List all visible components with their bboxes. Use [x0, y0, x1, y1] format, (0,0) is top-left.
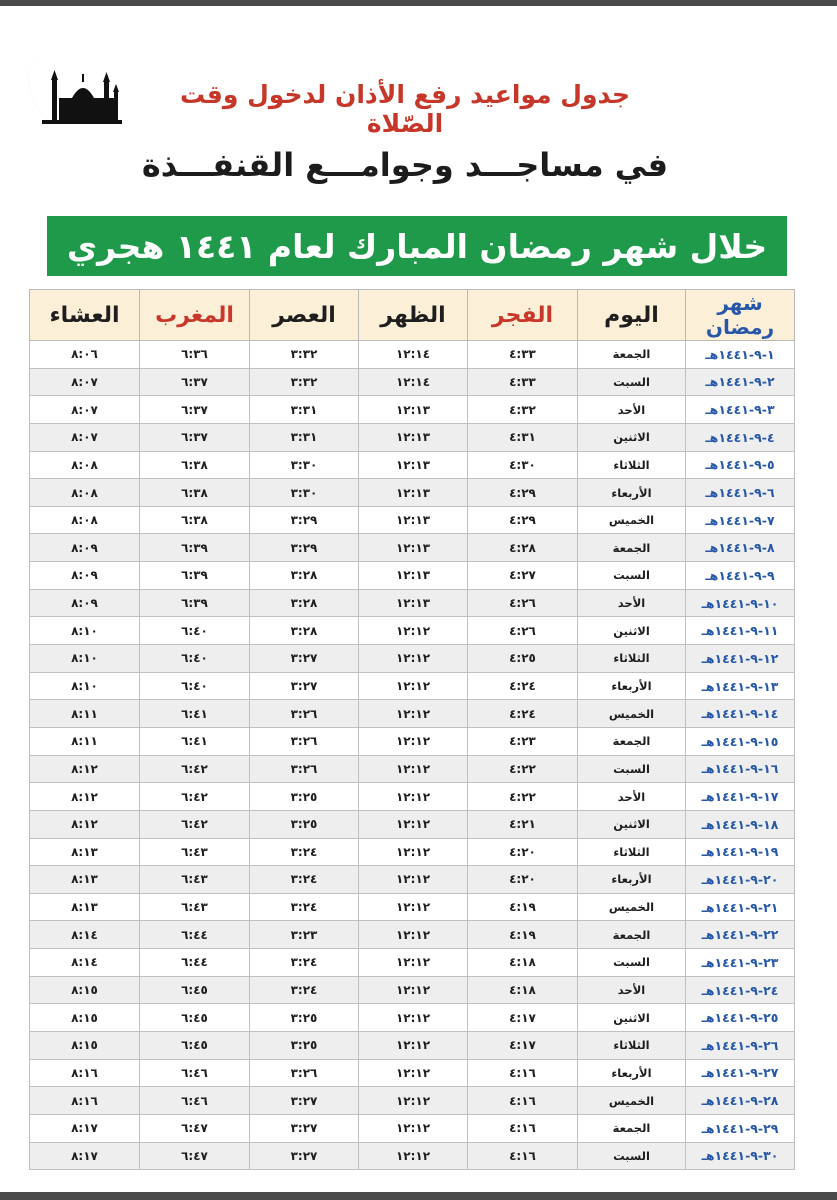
fajr-cell: ٤:٢٣: [468, 727, 578, 755]
fajr-cell: ٤:٢١: [468, 810, 578, 838]
dhuhr-cell: ١٢:١٢: [359, 617, 468, 645]
table-row: [30, 1087, 795, 1115]
isha-cell: ٨:٠٧: [30, 368, 140, 396]
date-cell: ٨-٩-١٤٤١هـ: [686, 534, 795, 562]
date-cell: ١٣-٩-١٤٤١هـ: [686, 672, 795, 700]
asr-cell: ٣:٢٨: [250, 617, 359, 645]
fajr-cell: ٤:١٦: [468, 1087, 578, 1115]
fajr-cell: ٤:١٦: [468, 1142, 578, 1170]
maghrib-cell: ٦:٤٢: [140, 755, 250, 783]
dhuhr-cell: ١٢:١٣: [359, 451, 468, 479]
table-row: [30, 423, 795, 451]
date-cell: ١٥-٩-١٤٤١هـ: [686, 727, 795, 755]
date-cell: ٩-٩-١٤٤١هـ: [686, 562, 795, 590]
day-cell: الأحد: [578, 783, 686, 811]
fajr-cell: ٤:٣٣: [468, 368, 578, 396]
maghrib-cell: ٦:٤٤: [140, 949, 250, 977]
dhuhr-cell: ١٢:١٢: [359, 783, 468, 811]
date-cell: ٢٢-٩-١٤٤١هـ: [686, 921, 795, 949]
table-row: [30, 534, 795, 562]
day-cell: الجمعة: [578, 534, 686, 562]
table-row: [30, 396, 795, 424]
dhuhr-cell: ١٢:١٢: [359, 1032, 468, 1060]
maghrib-cell: ٦:٤٧: [140, 1114, 250, 1142]
asr-cell: ٣:٢٨: [250, 589, 359, 617]
dhuhr-cell: ١٢:١٢: [359, 645, 468, 673]
table-row: [30, 451, 795, 479]
date-cell: ١-٩-١٤٤١هـ: [686, 341, 795, 369]
dhuhr-cell: ١٢:١٢: [359, 866, 468, 894]
isha-cell: ٨:١٦: [30, 1087, 140, 1115]
date-cell: ٢١-٩-١٤٤١هـ: [686, 893, 795, 921]
asr-cell: ٣:٢٧: [250, 1114, 359, 1142]
col-fajr: الفجر: [468, 290, 578, 341]
fajr-cell: ٤:١٦: [468, 1114, 578, 1142]
asr-cell: ٣:٢٦: [250, 700, 359, 728]
maghrib-cell: ٦:٤٣: [140, 866, 250, 894]
day-cell: الأربعاء: [578, 866, 686, 894]
table-row: [30, 1059, 795, 1087]
date-cell: ٤-٩-١٤٤١هـ: [686, 423, 795, 451]
asr-cell: ٣:٣٠: [250, 479, 359, 507]
maghrib-cell: ٦:٤٣: [140, 838, 250, 866]
asr-cell: ٣:٢٩: [250, 506, 359, 534]
isha-cell: ٨:٠٨: [30, 451, 140, 479]
date-cell: ١٦-٩-١٤٤١هـ: [686, 755, 795, 783]
col-ramadan-date: شهر رمضان: [686, 290, 795, 341]
day-cell: الجمعة: [578, 1114, 686, 1142]
isha-cell: ٨:١١: [30, 727, 140, 755]
dhuhr-cell: ١٢:١٢: [359, 893, 468, 921]
day-cell: الخميس: [578, 506, 686, 534]
day-cell: الخميس: [578, 893, 686, 921]
fajr-cell: ٤:٢٦: [468, 617, 578, 645]
asr-cell: ٣:٢٤: [250, 893, 359, 921]
maghrib-cell: ٦:٤٤: [140, 921, 250, 949]
maghrib-cell: ٦:٤٣: [140, 893, 250, 921]
day-cell: الاثنين: [578, 810, 686, 838]
day-cell: السبت: [578, 949, 686, 977]
asr-cell: ٣:٢٧: [250, 645, 359, 673]
isha-cell: ٨:١٠: [30, 672, 140, 700]
fajr-cell: ٤:١٨: [468, 949, 578, 977]
fajr-cell: ٤:٣٣: [468, 341, 578, 369]
maghrib-cell: ٦:٤٥: [140, 1004, 250, 1032]
asr-cell: ٣:٢٥: [250, 1032, 359, 1060]
asr-cell: ٣:٢٥: [250, 783, 359, 811]
table-row: [30, 921, 795, 949]
day-cell: السبت: [578, 755, 686, 783]
dhuhr-cell: ١٢:١٢: [359, 810, 468, 838]
date-cell: ١٤-٩-١٤٤١هـ: [686, 700, 795, 728]
maghrib-cell: ٦:٤٠: [140, 672, 250, 700]
table-row: [30, 368, 795, 396]
isha-cell: ٨:١٧: [30, 1142, 140, 1170]
col-isha: العشاء: [30, 290, 140, 341]
maghrib-cell: ٦:٤٦: [140, 1087, 250, 1115]
col-maghrib: المغرب: [140, 290, 250, 341]
dhuhr-cell: ١٢:١٤: [359, 368, 468, 396]
isha-cell: ٨:١٢: [30, 783, 140, 811]
isha-cell: ٨:٠٩: [30, 562, 140, 590]
asr-cell: ٣:٢٤: [250, 949, 359, 977]
date-cell: ٢٥-٩-١٤٤١هـ: [686, 1004, 795, 1032]
fajr-cell: ٤:٢٥: [468, 645, 578, 673]
table-row: [30, 1142, 795, 1170]
maghrib-cell: ٦:٤٥: [140, 976, 250, 1004]
date-cell: ٣-٩-١٤٤١هـ: [686, 396, 795, 424]
day-cell: الخميس: [578, 700, 686, 728]
maghrib-cell: ٦:٣٩: [140, 562, 250, 590]
day-cell: الجمعة: [578, 727, 686, 755]
bottom-border: [0, 1192, 837, 1200]
table-header-row: [30, 290, 795, 341]
fajr-cell: ٤:٢٠: [468, 838, 578, 866]
isha-cell: ٨:١١: [30, 700, 140, 728]
fajr-cell: ٤:٢٦: [468, 589, 578, 617]
isha-cell: ٨:١٧: [30, 1114, 140, 1142]
asr-cell: ٣:٢٩: [250, 534, 359, 562]
date-cell: ٦-٩-١٤٤١هـ: [686, 479, 795, 507]
asr-cell: ٣:٣٢: [250, 368, 359, 396]
crescent-mosque-icon: [22, 34, 132, 134]
table-row: [30, 727, 795, 755]
date-cell: ٧-٩-١٤٤١هـ: [686, 506, 795, 534]
fajr-cell: ٤:٢٩: [468, 479, 578, 507]
isha-cell: ٨:١٤: [30, 921, 140, 949]
maghrib-cell: ٦:٤٠: [140, 617, 250, 645]
isha-cell: ٨:١٦: [30, 1059, 140, 1087]
col-day: اليوم: [578, 290, 686, 341]
maghrib-cell: ٦:٣٨: [140, 479, 250, 507]
fajr-cell: ٤:٢٤: [468, 672, 578, 700]
date-cell: ١٩-٩-١٤٤١هـ: [686, 838, 795, 866]
isha-cell: ٨:١٥: [30, 1032, 140, 1060]
maghrib-cell: ٦:٣٨: [140, 506, 250, 534]
asr-cell: ٣:٣١: [250, 423, 359, 451]
top-border: [0, 0, 837, 6]
table-row: [30, 949, 795, 977]
fajr-cell: ٤:٢٠: [468, 866, 578, 894]
maghrib-cell: ٦:٤٥: [140, 1032, 250, 1060]
fajr-cell: ٤:١٩: [468, 921, 578, 949]
maghrib-cell: ٦:٤٢: [140, 783, 250, 811]
date-cell: ٢٣-٩-١٤٤١هـ: [686, 949, 795, 977]
dhuhr-cell: ١٢:١٢: [359, 1004, 468, 1032]
maghrib-cell: ٦:٣٩: [140, 534, 250, 562]
fajr-cell: ٤:١٧: [468, 1004, 578, 1032]
dhuhr-cell: ١٢:١٢: [359, 672, 468, 700]
asr-cell: ٣:٢٦: [250, 1059, 359, 1087]
col-asr: العصر: [250, 290, 359, 341]
maghrib-cell: ٦:٤١: [140, 727, 250, 755]
fajr-cell: ٤:٢٧: [468, 562, 578, 590]
isha-cell: ٨:١٠: [30, 645, 140, 673]
maghrib-cell: ٦:٣٨: [140, 451, 250, 479]
date-cell: ٢٠-٩-١٤٤١هـ: [686, 866, 795, 894]
dhuhr-cell: ١٢:١٢: [359, 727, 468, 755]
date-cell: ٢٨-٩-١٤٤١هـ: [686, 1087, 795, 1115]
day-cell: الأحد: [578, 976, 686, 1004]
isha-cell: ٨:١٤: [30, 949, 140, 977]
table-row: [30, 617, 795, 645]
date-cell: ٢٧-٩-١٤٤١هـ: [686, 1059, 795, 1087]
dhuhr-cell: ١٢:١٢: [359, 1059, 468, 1087]
day-cell: الخميس: [578, 1087, 686, 1115]
isha-cell: ٨:١٥: [30, 1004, 140, 1032]
maghrib-cell: ٦:٣٧: [140, 368, 250, 396]
asr-cell: ٣:٢٤: [250, 976, 359, 1004]
fajr-cell: ٤:٣٢: [468, 396, 578, 424]
date-cell: ١٨-٩-١٤٤١هـ: [686, 810, 795, 838]
date-cell: ٢٦-٩-١٤٤١هـ: [686, 1032, 795, 1060]
dhuhr-cell: ١٢:١٣: [359, 479, 468, 507]
date-cell: ١٠-٩-١٤٤١هـ: [686, 589, 795, 617]
isha-cell: ٨:٠٧: [30, 396, 140, 424]
fajr-cell: ٤:٢٩: [468, 506, 578, 534]
maghrib-cell: ٦:٣٦: [140, 341, 250, 369]
day-cell: الاثنين: [578, 617, 686, 645]
date-cell: ٣٠-٩-١٤٤١هـ: [686, 1142, 795, 1170]
isha-cell: ٨:١٣: [30, 866, 140, 894]
maghrib-cell: ٦:٤٦: [140, 1059, 250, 1087]
ramadan-banner: خلال شهر رمضان المبارك لعام ١٤٤١ هجري: [47, 216, 787, 276]
table-row: [30, 341, 795, 369]
announcement-title: جدول مواعيد رفع الأذان لدخول وقت الصّلاة: [180, 80, 630, 138]
day-cell: السبت: [578, 562, 686, 590]
dhuhr-cell: ١٢:١٢: [359, 1114, 468, 1142]
fajr-cell: ٤:٢٨: [468, 534, 578, 562]
asr-cell: ٣:٢٦: [250, 727, 359, 755]
dhuhr-cell: ١٢:١٢: [359, 976, 468, 1004]
day-cell: الثلاثاء: [578, 1032, 686, 1060]
day-cell: الاثنين: [578, 423, 686, 451]
asr-cell: ٣:٣٠: [250, 451, 359, 479]
table-row: [30, 645, 795, 673]
date-cell: ١٧-٩-١٤٤١هـ: [686, 783, 795, 811]
table-row: [30, 893, 795, 921]
dhuhr-cell: ١٢:١٢: [359, 700, 468, 728]
fajr-cell: ٤:٢٢: [468, 783, 578, 811]
dhuhr-cell: ١٢:١٢: [359, 949, 468, 977]
maghrib-cell: ٦:٤٠: [140, 645, 250, 673]
isha-cell: ٨:١٣: [30, 893, 140, 921]
fajr-cell: ٤:٢٢: [468, 755, 578, 783]
fajr-cell: ٤:١٩: [468, 893, 578, 921]
dhuhr-cell: ١٢:١٣: [359, 562, 468, 590]
date-cell: ٢٩-٩-١٤٤١هـ: [686, 1114, 795, 1142]
table-row: [30, 755, 795, 783]
date-cell: ٥-٩-١٤٤١هـ: [686, 451, 795, 479]
asr-cell: ٣:٢٧: [250, 1142, 359, 1170]
maghrib-cell: ٦:٤٧: [140, 1142, 250, 1170]
isha-cell: ٨:١٢: [30, 810, 140, 838]
isha-cell: ٨:٠٩: [30, 589, 140, 617]
maghrib-cell: ٦:٣٧: [140, 396, 250, 424]
dhuhr-cell: ١٢:١٢: [359, 1087, 468, 1115]
table-row: [30, 672, 795, 700]
day-cell: الأربعاء: [578, 479, 686, 507]
isha-cell: ٨:١٢: [30, 755, 140, 783]
asr-cell: ٣:٢٤: [250, 866, 359, 894]
fajr-cell: ٤:٣٠: [468, 451, 578, 479]
table-row: [30, 506, 795, 534]
asr-cell: ٣:٢٥: [250, 810, 359, 838]
asr-cell: ٣:٢٧: [250, 672, 359, 700]
day-cell: الأربعاء: [578, 1059, 686, 1087]
day-cell: الأحد: [578, 589, 686, 617]
day-cell: السبت: [578, 368, 686, 396]
isha-cell: ٨:١٣: [30, 838, 140, 866]
day-cell: الثلاثاء: [578, 838, 686, 866]
table-row: [30, 1114, 795, 1142]
day-cell: الأربعاء: [578, 672, 686, 700]
isha-cell: ٨:١٥: [30, 976, 140, 1004]
dhuhr-cell: ١٢:١٢: [359, 838, 468, 866]
isha-cell: ٨:٠٨: [30, 479, 140, 507]
day-cell: الثلاثاء: [578, 645, 686, 673]
table-row: [30, 589, 795, 617]
day-cell: الجمعة: [578, 921, 686, 949]
fajr-cell: ٤:٣١: [468, 423, 578, 451]
isha-cell: ٨:٠٩: [30, 534, 140, 562]
table-row: [30, 810, 795, 838]
table-row: [30, 976, 795, 1004]
prayer-times-table: [29, 289, 795, 1170]
mosques-subtitle: في مساجـــد وجوامـــع القنفـــذة: [141, 146, 669, 184]
table-row: [30, 1004, 795, 1032]
asr-cell: ٣:٢٧: [250, 1087, 359, 1115]
table-row: [30, 838, 795, 866]
table-row: [30, 479, 795, 507]
day-cell: الثلاثاء: [578, 451, 686, 479]
day-cell: الأحد: [578, 396, 686, 424]
maghrib-cell: ٦:٣٧: [140, 423, 250, 451]
isha-cell: ٨:١٠: [30, 617, 140, 645]
dhuhr-cell: ١٢:١٢: [359, 921, 468, 949]
fajr-cell: ٤:١٦: [468, 1059, 578, 1087]
day-cell: الجمعة: [578, 341, 686, 369]
table-body: [30, 341, 795, 1170]
date-cell: ١٢-٩-١٤٤١هـ: [686, 645, 795, 673]
table-row: [30, 700, 795, 728]
maghrib-cell: ٦:٤١: [140, 700, 250, 728]
asr-cell: ٣:٢٣: [250, 921, 359, 949]
asr-cell: ٣:٣١: [250, 396, 359, 424]
fajr-cell: ٤:٢٤: [468, 700, 578, 728]
dhuhr-cell: ١٢:١٣: [359, 534, 468, 562]
dhuhr-cell: ١٢:١٣: [359, 506, 468, 534]
dhuhr-cell: ١٢:١٢: [359, 1142, 468, 1170]
asr-cell: ٣:٢٥: [250, 1004, 359, 1032]
asr-cell: ٣:٢٨: [250, 562, 359, 590]
col-dhuhr: الظهر: [359, 290, 468, 341]
date-cell: ٢-٩-١٤٤١هـ: [686, 368, 795, 396]
date-cell: ١١-٩-١٤٤١هـ: [686, 617, 795, 645]
maghrib-cell: ٦:٤٢: [140, 810, 250, 838]
fajr-cell: ٤:١٨: [468, 976, 578, 1004]
table-row: [30, 1032, 795, 1060]
day-cell: السبت: [578, 1142, 686, 1170]
asr-cell: ٣:٢٦: [250, 755, 359, 783]
table-row: [30, 562, 795, 590]
dhuhr-cell: ١٢:١٣: [359, 423, 468, 451]
dhuhr-cell: ١٢:١٣: [359, 589, 468, 617]
asr-cell: ٣:٢٤: [250, 838, 359, 866]
dhuhr-cell: ١٢:١٢: [359, 755, 468, 783]
isha-cell: ٨:٠٨: [30, 506, 140, 534]
maghrib-cell: ٦:٣٩: [140, 589, 250, 617]
isha-cell: ٨:٠٧: [30, 423, 140, 451]
table-row: [30, 866, 795, 894]
isha-cell: ٨:٠٦: [30, 341, 140, 369]
dhuhr-cell: ١٢:١٤: [359, 341, 468, 369]
table-row: [30, 783, 795, 811]
date-cell: ٢٤-٩-١٤٤١هـ: [686, 976, 795, 1004]
asr-cell: ٣:٣٢: [250, 341, 359, 369]
day-cell: الاثنين: [578, 1004, 686, 1032]
dhuhr-cell: ١٢:١٣: [359, 396, 468, 424]
fajr-cell: ٤:١٧: [468, 1032, 578, 1060]
